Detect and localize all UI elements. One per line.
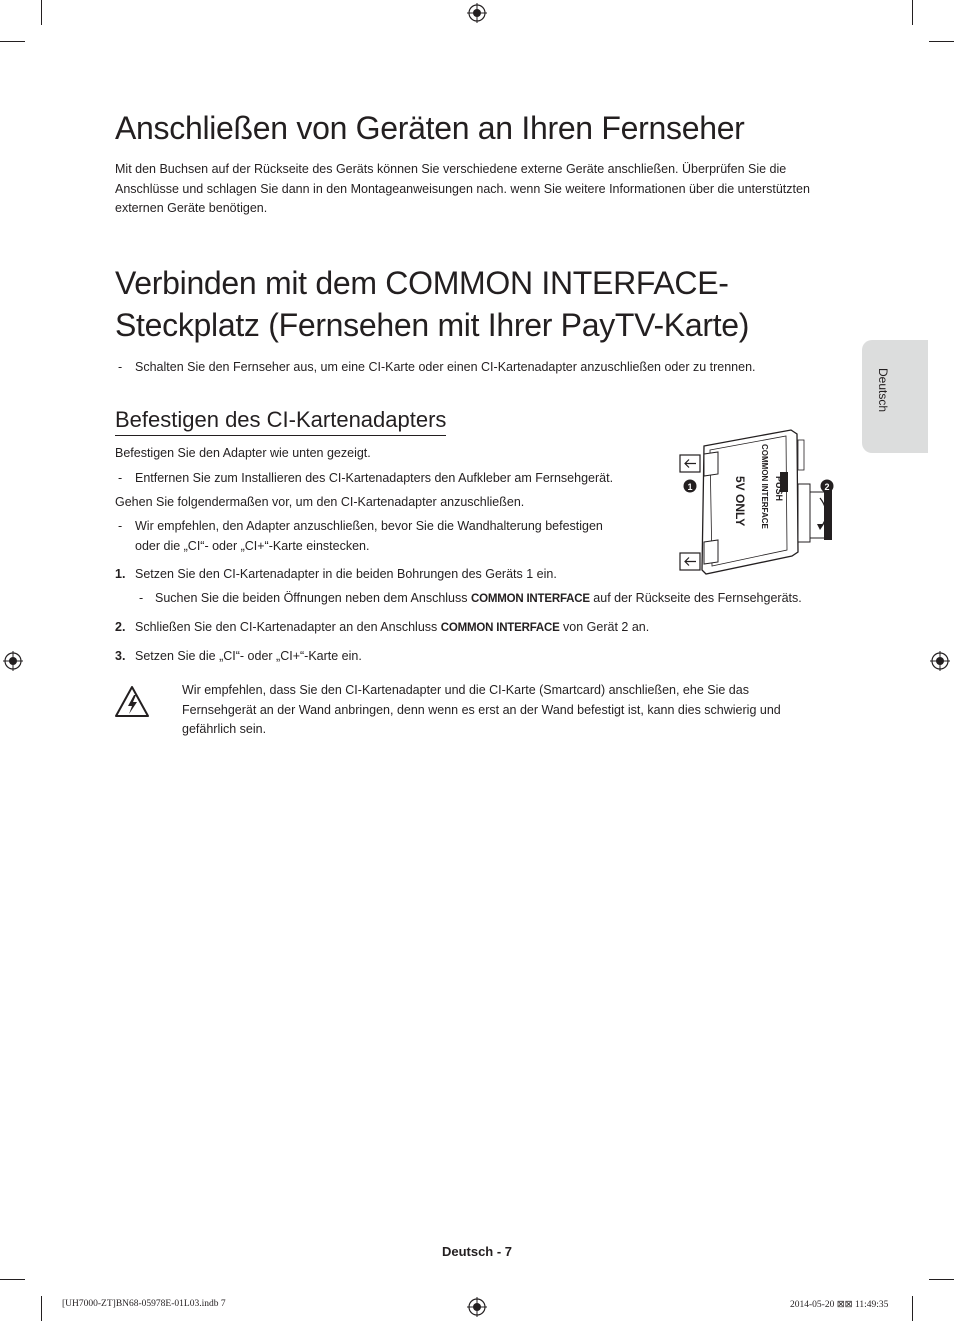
port-keyword: COMMON INTERFACE <box>440 622 560 634</box>
crop-mark <box>912 0 913 25</box>
bullet-dash: - <box>139 591 144 605</box>
warning-line: gefährlich sein. <box>182 722 267 736</box>
voltage-label: 5V ONLY <box>733 476 747 527</box>
bullet-dash: - <box>118 360 123 374</box>
crop-mark <box>41 0 42 25</box>
warning-line: Fernsehgerät an der Wand anbringen, denn wenn es erst an der Wand befestigt ist, kann dies schwierig und <box>182 702 781 717</box>
registration-mark-icon <box>930 651 950 671</box>
crop-mark <box>912 1296 913 1321</box>
step-sub-text: auf der Rückseite des Fernsehgeräts. <box>589 591 802 605</box>
step-number: 1. <box>115 567 126 581</box>
step-text: Setzen Sie die „CI“- oder „CI+“-Karte ein. <box>135 649 362 663</box>
warning-line: Wir empfehlen, dass Sie den CI-Kartenadapter und die CI-Karte (Smartcard) anschließen, ehe Sie das <box>182 683 749 697</box>
section-title-line: Verbinden mit dem COMMON INTERFACE- <box>115 265 729 301</box>
crop-mark <box>929 1279 954 1280</box>
registration-mark-icon <box>467 1297 487 1317</box>
crop-mark <box>41 1296 42 1321</box>
recommend-note <box>135 517 603 556</box>
print-slug-right: 2014-05-20 ⊠⊠ 11:49:35 <box>790 1300 889 1310</box>
page-title: Anschließen von Geräten an Ihren Fernseher <box>115 110 745 146</box>
intro-line: Mit den Buchsen auf der Rückseite des Geräts können Sie verschiedene externe Geräte anschließen. Überprüfen Sie die <box>115 162 787 176</box>
step-number: 2. <box>115 620 126 634</box>
recommend-line: oder die „CI“- oder „CI+“-Karte einstecken. <box>135 538 370 553</box>
callout-2-label: 2 <box>824 482 830 492</box>
warning-icon <box>114 685 150 719</box>
step-text-part: Schließen Sie den CI-Kartenadapter an den Anschluss <box>135 620 441 634</box>
crop-mark <box>929 41 954 42</box>
recommend-line: Wir empfehlen, den Adapter anzuschließen, bevor Sie die Wandhalterung befestigen <box>135 519 603 533</box>
step-text: Setzen Sie den CI-Kartenadapter in die beiden Bohrungen des Geräts 1 ein. <box>135 567 557 581</box>
ci-adapter-figure <box>676 424 846 576</box>
intro-line: externen Geräte benötigen. <box>115 201 268 215</box>
registration-mark-icon <box>467 3 487 23</box>
crop-mark <box>0 1279 25 1280</box>
intro-line: Anschlüsse und schlagen Sie dann in den Montageanweisungen nach. wenn Sie weitere Informationen über die unterstützten <box>115 181 810 196</box>
section-title <box>115 262 749 346</box>
bullet-dash: - <box>118 471 123 485</box>
bullet-dash: - <box>118 519 123 533</box>
step-sub-note <box>155 589 802 610</box>
port-keyword: COMMON INTERFACE <box>470 593 590 605</box>
attach-note: Entfernen Sie zum Installieren des CI-Kartenadapters den Aufkleber am Fernsehgerät. <box>135 471 614 485</box>
callout-1-label: 1 <box>687 482 693 492</box>
language-tab <box>862 340 928 453</box>
subsection-title: Befestigen des CI-Kartenadapters <box>115 405 446 436</box>
crop-mark <box>0 41 25 42</box>
page-footer: Deutsch - 7 <box>441 1244 513 1259</box>
section-title-line: Steckplatz (Fernsehen mit Ihrer PayTV-Karte) <box>115 307 750 343</box>
ci-note: Schalten Sie den Fernseher aus, um eine CI-Karte oder einen CI-Kartenadapter anzuschließen oder zu trennen. <box>135 360 756 374</box>
connect-intro: Gehen Sie folgendermaßen vor, um den CI-Kartenadapter anzuschließen. <box>115 495 525 509</box>
push-label: PUSH <box>774 476 784 502</box>
intro-paragraph <box>115 160 855 219</box>
warning-text <box>182 681 781 740</box>
registration-mark-icon <box>3 651 23 671</box>
print-slug-left: [UH7000-ZT]BN68-05978E-01L03.indb 7 <box>62 1299 226 1309</box>
attach-intro: Befestigen Sie den Adapter wie unten gezeigt. <box>115 446 371 460</box>
common-interface-label: COMMON INTERFACE <box>760 444 769 529</box>
language-tab-label: Deutsch <box>876 368 890 413</box>
step-sub-text: Suchen Sie die beiden Öffnungen neben dem Anschluss <box>155 591 471 605</box>
step-number: 3. <box>115 649 126 663</box>
step-text <box>135 618 649 639</box>
step-text-part: von Gerät 2 an. <box>559 620 650 634</box>
